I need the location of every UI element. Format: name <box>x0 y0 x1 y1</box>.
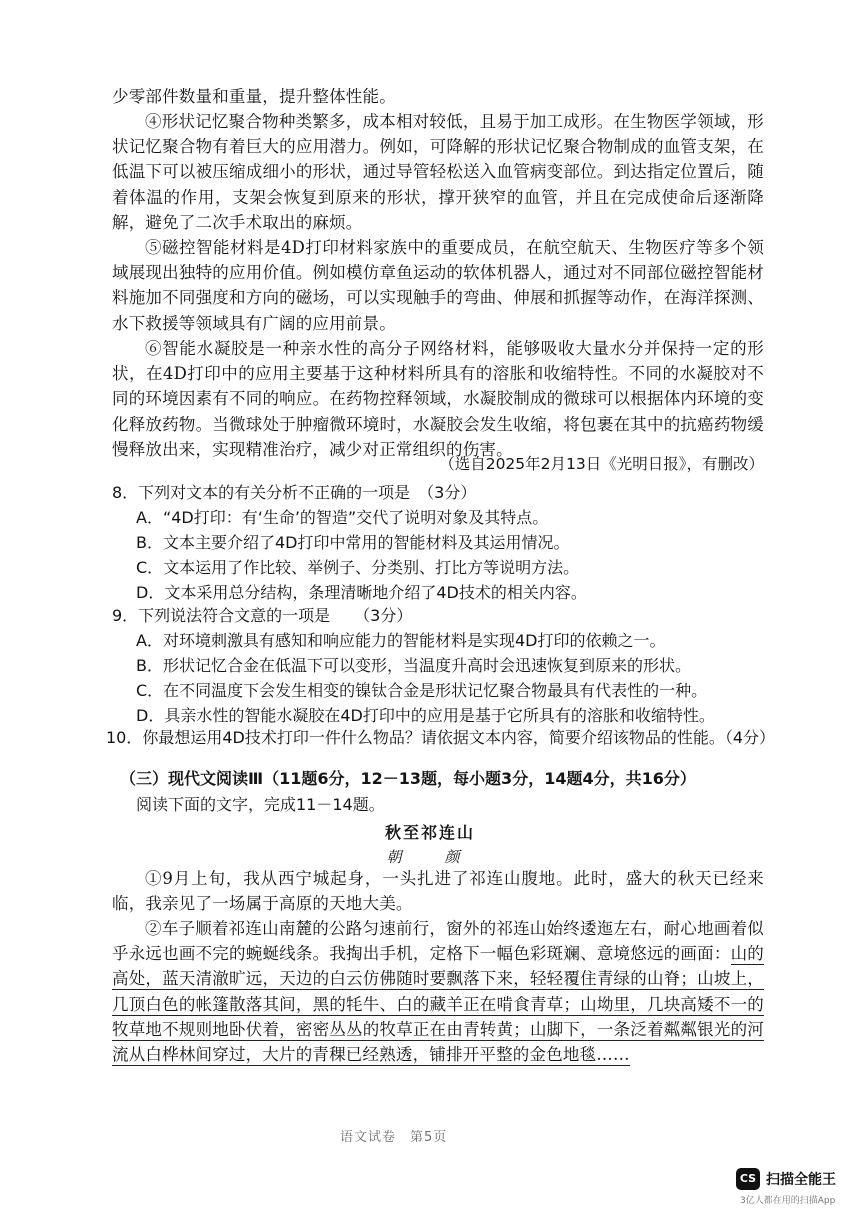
question-8-option-a: A．“4D打印：有‘生命’的智造”交代了说明对象及其特点。 <box>136 508 549 527</box>
section-3-instruction: 阅读下面的文字，完成11－14题。 <box>136 795 385 814</box>
paragraph-4: ④形状记忆聚合物种类繁多，成本相对较低，且易于加工成形。在生物医学领域，形状记忆聚合物有着巨大的应用潜力。例如，可降解的形状记忆聚合物制成的血管支架，在低温下可以被压缩成细小的形状，通过导管轻松送入血管病变部位。到达指定位置后，随着体温的作用，支架会恢复到原来的形状，撑开狭窄的血管，并且在完成使命后逐渐降解，避免了二次手术取出的麻烦。 <box>112 112 764 232</box>
page-footer: 语文试卷 第5页 <box>340 1130 448 1145</box>
paragraph-intro-continued: 少零部件数量和重量，提升整体性能。 <box>112 87 396 106</box>
question-9-option-d: D．具亲水性的智能水凝胶在4D打印中的应用是基于它所具有的溶胀和收缩特性。 <box>136 706 715 725</box>
question-9-option-c: C．在不同温度下会发生相变的镍钛合金是形状记忆聚合物最具有代表性的一种。 <box>136 681 708 700</box>
paragraph-5: ⑤磁控智能材料是4D打印材料家族中的重要成员，在航空航天、生物医疗等多个领域展现出独特的应用价值。例如模仿章鱼运动的软体机器人，通过对不同部位磁控智能材料施加不同强度和方向的磁场，可以实现触手的弯曲、伸展和抓握等动作，在海洋探测、水下救援等领域具有广阔的应用前景。 <box>112 238 764 333</box>
passage-author: 朝 颜 <box>386 848 474 866</box>
scanner-watermark <box>736 1166 846 1208</box>
passage-underlined-text: 山的高处，蓝天清澈旷远，天边的白云仿佛随时要飘落下来，轻轻覆住青绿的山脊；山坡上，几顶白色的帐篷散落其间，黑的牦牛、白的藏羊正在啃食青草；山坳里，几块高矮不一的牧草地不规则地卧伏着，密密丛丛的牧草正在由青转黄；山脚下，一条泛着粼粼银光的河流从白桦林间穿过，大片的青稞已经熟透，铺排开平整的金色地毯…… <box>112 944 764 1065</box>
question-8-stem: 8．下列对文本的有关分析不正确的一项是 （3分） <box>112 483 477 502</box>
passage-title: 秋至祁连山 <box>384 823 475 842</box>
question-9-option-a: A．对环境刺激具有感知和响应能力的智能材料是实现4D打印的依赖之一。 <box>136 631 666 650</box>
question-9-stem: 9．下列说法符合文意的一项是 （3分） <box>112 606 413 625</box>
source-citation: （选自2025年2月13日《光明日报》，有删改） <box>439 455 764 473</box>
paragraph-6: ⑥智能水凝胶是一种亲水性的高分子网络材料，能够吸收大量水分并保持一定的形状，在4D打印中的应用主要基于这种材料所具有的溶胀和收缩特性。不同的水凝胶对不同的环境因素有不同的响应。在药物控释领域，水凝胶制成的微球可以根据体内环境的变化释放药物。当微球处于肿瘤微环境时，水凝胶会发生收缩，将包裹在其中的抗癌药物缓慢释放出来，实现精准治疗，减少对正常组织的伤害。 <box>112 339 764 459</box>
passage-paragraph-1: ①9月上旬，我从西宁城起身，一头扎进了祁连山腹地。此时，盛大的秋天已经来临，我亲见了一场属于高原的天地大美。 <box>112 869 764 914</box>
question-8-option-c: C．文本运用了作比较、举例子、分类别、打比方等说明方法。 <box>136 558 580 577</box>
question-9-option-b: B．形状记忆合金在低温下可以变形，当温度升高时会迅速恢复到原来的形状。 <box>136 656 691 675</box>
passage-paragraph-2-text: ②车子顺着祁连山南麓的公路匀速前行，窗外的祁连山始终逶迤左右，耐心地画着似乎永远也画不完的蜿蜒线条。我掏出手机，定格下一幅色彩斑斓、意境悠远的画面： <box>112 919 764 964</box>
question-8-option-d: D．文本采用总分结构，条理清晰地介绍了4D技术的相关内容。 <box>136 583 587 602</box>
question-8-option-b: B．文本主要介绍了4D打印中常用的智能材料及其运用情况。 <box>136 533 570 552</box>
camscanner-logo-icon: CS <box>736 1168 760 1190</box>
passage-paragraph-2 <box>112 916 764 1067</box>
watermark-tagline: 3亿人都在用的扫描App <box>740 1196 836 1206</box>
section-3-header: （三）现代文阅读Ⅲ（11题6分，12－13题，每小题3分，14题4分，共16分） <box>120 769 696 788</box>
question-10: 10．你最想运用4D技术打印一件什么物品？请依据文本内容，简要介绍该物品的性能。（4分） <box>106 728 776 747</box>
watermark-app-name: 扫描全能王 <box>766 1172 836 1188</box>
